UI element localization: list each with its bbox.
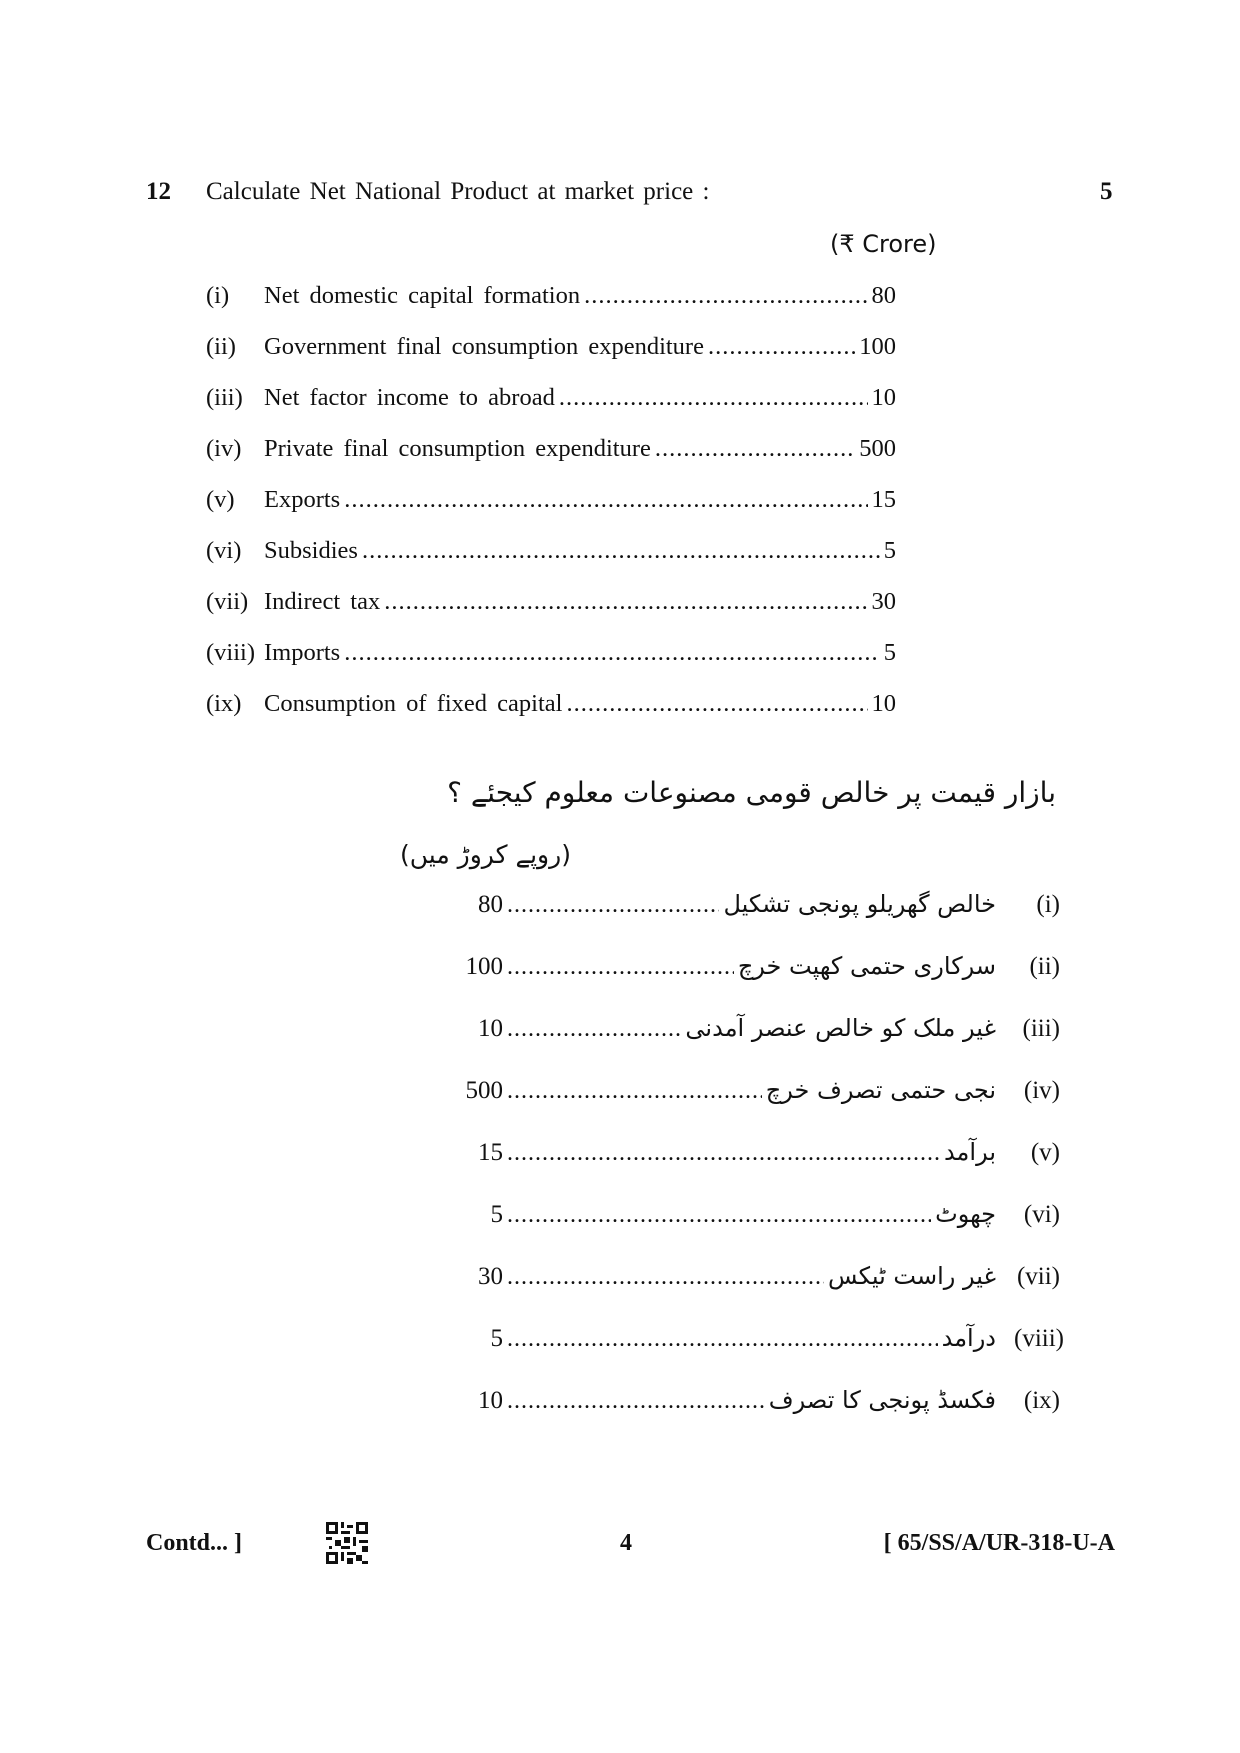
dot-leader: [384, 588, 867, 616]
item-number: (ii): [206, 333, 236, 360]
dot-leader: [344, 486, 867, 514]
item-label: Net domestic capital formation: [264, 282, 581, 309]
urdu-question-text: بازار قیمت پر خالص قومی مصنوعات معلوم کیجئے ؟: [447, 776, 1056, 809]
list-item: [455, 1076, 1060, 1138]
dot-leader: [507, 1388, 765, 1415]
list-item: [455, 1138, 1060, 1200]
item-number: (viii): [206, 639, 255, 666]
item-value: 30: [871, 588, 896, 615]
item-label: نجی حتمی تصرف خرچ: [765, 1076, 996, 1104]
item-number: (viii): [1014, 1325, 1064, 1352]
list-item: [455, 890, 1060, 952]
item-value: 5: [883, 639, 896, 666]
item-value: 10: [478, 1015, 503, 1042]
item-value: 10: [478, 1387, 503, 1414]
item-value: 15: [478, 1139, 503, 1166]
dot-leader: [708, 333, 855, 361]
item-value: 5: [490, 1325, 503, 1352]
item-value: 30: [478, 1263, 503, 1290]
unit-label: (₹ Crore): [830, 230, 937, 258]
item-label: خالص گھریلو پونجی تشکیل: [723, 890, 996, 918]
item-label: Imports: [264, 639, 341, 666]
question-text: Calculate Net National Product at market price :: [206, 178, 710, 205]
item-label: برآمد: [943, 1138, 996, 1166]
item-number: (v): [206, 486, 235, 513]
item-label: Government final consumption expenditure: [264, 333, 704, 360]
dot-leader: [507, 1264, 824, 1291]
dot-leader: [507, 1016, 681, 1043]
item-label: Consumption of fixed capital: [264, 690, 563, 717]
item-label: فکسڈ پونجی کا تصرف: [768, 1386, 996, 1414]
list-item: [206, 384, 896, 435]
dot-leader: [507, 1326, 938, 1353]
item-number: (v): [1030, 1139, 1060, 1166]
item-value: 500: [859, 435, 896, 462]
item-number: (iii): [206, 384, 243, 411]
item-label: درآمد: [941, 1324, 996, 1352]
english-item-list: [206, 282, 896, 741]
list-item: [455, 1386, 1060, 1448]
item-value: 80: [478, 891, 503, 918]
item-value: 500: [465, 1077, 503, 1104]
question-marks: 5: [1100, 178, 1113, 205]
item-number: (ii): [1029, 953, 1060, 980]
paper-code: [ 65/SS/A/UR-318-U-A: [883, 1530, 1115, 1556]
list-item: [455, 1262, 1060, 1324]
item-value: 15: [871, 486, 896, 513]
page-number: 4: [620, 1530, 632, 1556]
item-value: 10: [871, 384, 896, 411]
item-value: 100: [859, 333, 896, 360]
item-label: Exports: [264, 486, 341, 513]
list-item: [206, 639, 896, 690]
contd-label: Contd... ]: [146, 1530, 243, 1556]
list-item: [455, 1324, 1064, 1386]
list-item: [455, 1014, 1060, 1076]
item-number: (iv): [1023, 1077, 1060, 1104]
item-label: Net factor income to abroad: [264, 384, 555, 411]
list-item: [455, 1200, 1060, 1262]
item-label: سرکاری حتمی کھپت خرچ: [737, 952, 996, 980]
item-number: (iv): [206, 435, 242, 462]
list-item: [206, 537, 896, 588]
item-value: 10: [871, 690, 896, 717]
urdu-item-list: [455, 890, 1064, 1448]
qr-code-icon: [326, 1522, 368, 1564]
dot-leader: [507, 892, 719, 919]
dot-leader: [507, 1140, 940, 1167]
list-item: [206, 486, 896, 537]
item-number: (ix): [206, 690, 242, 717]
list-item: [206, 435, 896, 486]
dot-leader: [655, 435, 855, 463]
dot-leader: [507, 1078, 762, 1105]
dot-leader: [584, 282, 867, 310]
item-label: Indirect tax: [264, 588, 381, 615]
item-number: (vii): [1016, 1263, 1060, 1290]
item-number: (i): [1036, 891, 1060, 918]
item-label: Private final consumption expenditure: [264, 435, 651, 462]
list-item: [206, 333, 896, 384]
dot-leader: [566, 690, 867, 718]
dot-leader: [507, 954, 734, 981]
question-number: 12: [146, 178, 171, 205]
item-label: Subsidies: [264, 537, 358, 564]
dot-leader: [344, 639, 880, 667]
dot-leader: [362, 537, 880, 565]
urdu-unit-label: (روپے کروڑ میں): [400, 840, 571, 869]
list-item: [206, 282, 896, 333]
list-item: [206, 690, 896, 741]
dot-leader: [507, 1202, 931, 1229]
item-number: (vi): [206, 537, 242, 564]
item-number: (ix): [1023, 1387, 1060, 1414]
item-number: (vii): [206, 588, 249, 615]
dot-leader: [559, 384, 868, 412]
item-value: 5: [883, 537, 896, 564]
item-label: غیر راست ٹیکس: [828, 1262, 996, 1290]
item-label: چھوٹ: [935, 1200, 996, 1228]
item-number: (vi): [1023, 1201, 1060, 1228]
item-value: 5: [490, 1201, 503, 1228]
item-number: (i): [206, 282, 230, 309]
list-item: [455, 952, 1060, 1014]
item-label: غیر ملک کو خالص عنصر آمدنی: [685, 1014, 996, 1042]
item-value: 80: [871, 282, 896, 309]
item-number: (iii): [1022, 1015, 1060, 1042]
list-item: [206, 588, 896, 639]
item-value: 100: [465, 953, 503, 980]
